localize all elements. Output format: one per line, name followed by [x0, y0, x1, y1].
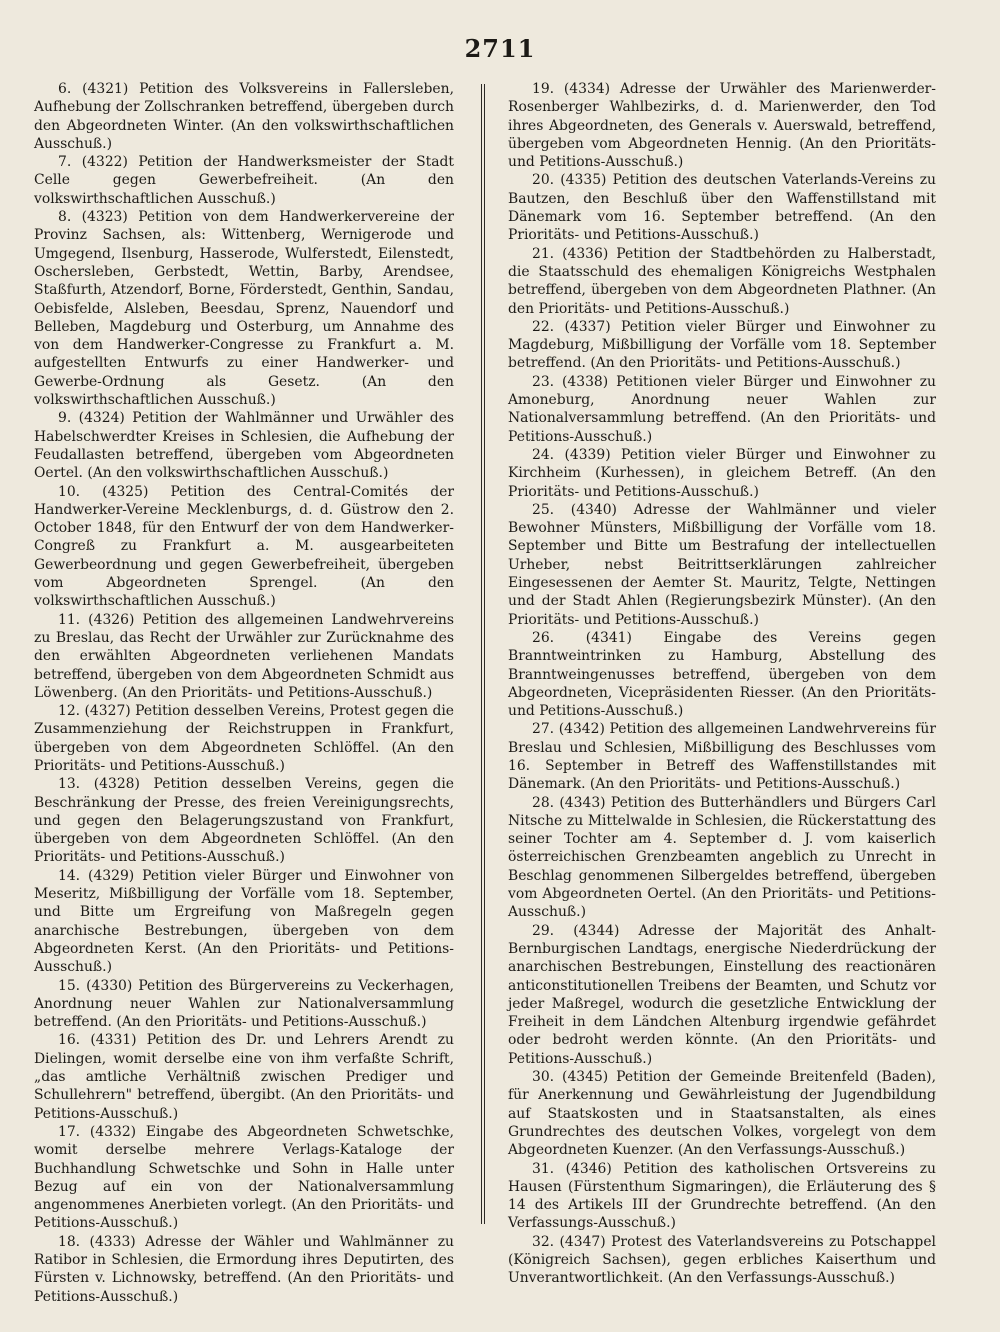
- petition-entry: 10. (4325) Petition des Central-Comités der Handwerker-Vereine Mecklenburgs, d. d. Güstrow den 2. October 1848, für den Entwurf der von dem Handwerker-Congreß zu Frankfurt a. M. ausgearbeiteten Gewerbeordnung und gegen Gewerbefreiheit, übergeben vom Abgeordneten Sprengel. (An den volkswirthschaftlichen Ausschuß.): [34, 483, 454, 610]
- petition-entry: 8. (4323) Petition von dem Handwerkervereine der Provinz Sachsen, als: Wittenberg, Wernigerode und Umgegend, Ilsenburg, Hasserode, Wulferstedt, Eilenstedt, Oschersleben, Gerbstedt, Wettin, Barby, Arendsee, Staßfurth, Atzendorf, Borne, Förderstedt, Genthin, Sandau, Oebisfelde, Alsleben, Beesdau, Sprenz, Nauendorf und Belleben, Magdeburg und Osterburg, um Annahme des von dem Handwerker-Congresse zu Frankfurt a. M. aufgestellten Entwurfs zu einer Handwerker- und Gewerbe-Ordnung als Gesetz. (An den volkswirthschaftlichen Ausschuß.): [34, 209, 454, 409]
- right-column: [508, 80, 936, 1288]
- petition-entry: 6. (4321) Petition des Volksvereins in Fallersleben, Aufhebung der Zollschranken betreffend, übergeben durch den Abgeordneten Winter. (An den volkswirthschaftlichen Ausschuß.): [34, 81, 454, 152]
- petition-entry: 25. (4340) Adresse der Wahlmänner und vieler Bewohner Münsters, Mißbilligung der Vorfälle vom 18. September und Bitte um Bestrafung der intellectuellen Urheber, nebst Beitrittserklärungen zahlreicher Eingesessenen der Aemter St. Mauritz, Telgte, Nettingen und der Stadt Ahlen (Regierungsbezirk Münster). (An den Prioritäts- und Petitions-Ausschuß.): [508, 501, 936, 628]
- petition-entry: 17. (4332) Eingabe des Abgeordneten Schwetschke, womit derselbe mehrere Verlags-Kataloge der Buchhandlung Schwetschke und Sohn in Halle unter Bezug auf ein von der Nationalversammlung angenommenes Anerbieten vorlegt. (An den Prioritäts- und Petitions-Ausschuß.): [34, 1123, 454, 1232]
- petition-entry: 22. (4337) Petition vieler Bürger und Einwohner zu Magdeburg, Mißbilligung der Vorfälle vom 18. September betreffend. (An den Prioritäts- und Petitions-Ausschuß.): [508, 318, 936, 372]
- petition-entry: 30. (4345) Petition der Gemeinde Breitenfeld (Baden), für Anerkennung und Gewährleistung der Jugendbildung auf Staatskosten und in Staatsanstalten, als eines Grundrechtes des deutschen Volkes, vorgelegt von dem Abgeordneten Kuenzer. (An den Verfassungs-Ausschuß.): [508, 1069, 936, 1159]
- petition-entry: 28. (4343) Petition des Butterhändlers und Bürgers Carl Nitsche zu Mittelwalde in Schlesien, die Rückerstattung des seiner Tochter am 4. September d. J. vom kaiserlich österreichischen Grenzbeamten angeblich zu Unrecht in Beschlag genommenen Silbergeldes betreffend, übergeben vom Abgeordneten Oertel. (An den Prioritäts- und Petitions-Ausschuß.): [508, 794, 936, 921]
- petition-entry: 7. (4322) Petition der Handwerksmeister der Stadt Celle gegen Gewerbefreiheit. (An den volkswirthschaftlichen Ausschuß.): [34, 154, 454, 207]
- petition-entry: 29. (4344) Adresse der Majorität des Anhalt-Bernburgischen Landtags, energische Niederdrückung der anarchischen Bestrebungen, Einstellung des reactionären anticonstitutionellen Treibens der Beamten, und Schutz vor jeder Maßregel, wodurch die gesetzliche Entwicklung der Freiheit in dem Ländchen Altenburg irgendwie gefährdet oder bedroht werden könnte. (An den Prioritäts- und Petitions-Ausschuß.): [508, 922, 936, 1067]
- petition-entry: 15. (4330) Petition des Bürgervereins zu Veckerhagen, Anordnung neuer Wahlen zur Nationalversammlung betreffend. (An den Prioritäts- und Petitions-Ausschuß.): [34, 977, 454, 1031]
- petition-entry: 19. (4334) Adresse der Urwähler des Marienwerder-Rosenberger Wahlbezirks, d. d. Marienwerder, den Tod ihres Abgeordneten, des Generals v. Auerswald, betreffend, übergeben vom Abgeordneten Hennig. (An den Prioritäts- und Petitions-Ausschuß.): [508, 81, 936, 171]
- petition-entry: 16. (4331) Petition des Dr. und Lehrers Arendt zu Dielingen, womit derselbe eine von ihm verfaßte Schrift, „das amtliche Verhältniß zwischen Prediger und Schullehrern" betreffend, übergibt. (An den Prioritäts- und Petitions-Ausschuß.): [34, 1032, 454, 1122]
- petition-entry: 11. (4326) Petition des allgemeinen Landwehrvereins zu Breslau, das Recht der Urwähler zur Zurücknahme des den erwählten Abgeordneten verliehenen Mandats betreffend, übergeben von dem Abgeordneten Schmidt aus Löwenberg. (An den Prioritäts- und Petitions-Ausschuß.): [34, 611, 454, 701]
- petition-entry: 26. (4341) Eingabe des Vereins gegen Branntweintrinken zu Hamburg, Abstellung des Branntweingenusses betreffend, übergeben von dem Abgeordneten, Vicepräsidenten Riesser. (An den Prioritäts- und Petitions-Ausschuß.): [508, 629, 936, 720]
- petition-entry: 31. (4346) Petition des katholischen Ortsvereins zu Hausen (Fürstenthum Sigmaringen), die Erläuterung des § 14 des Artikels III der Grundrechte betreffend. (An den Verfassungs-Ausschuß.): [508, 1160, 936, 1232]
- left-column: [34, 80, 454, 1306]
- petition-entry: 32. (4347) Protest des Vaterlandsvereins zu Potschappel (Königreich Sachsen), gegen erbliches Kaiserthum und Unverantwortlichkeit. (An den Verfassungs-Ausschuß.): [508, 1233, 936, 1287]
- petition-entry: 14. (4329) Petition vieler Bürger und Einwohner von Meseritz, Mißbilligung der Vorfälle vom 18. September, und Bitte um Ergreifung von Maßregeln gegen anarchische Bestrebungen, übergeben von dem Abgeordneten Kerst. (An den Prioritäts- und Petitions-Ausschuß.): [34, 867, 454, 976]
- petition-entry: 24. (4339) Petition vieler Bürger und Einwohner zu Kirchheim (Kurhessen), in gleichem Betreff. (An den Prioritäts- und Petitions-Ausschuß.): [508, 446, 936, 500]
- petition-entry: 12. (4327) Petition desselben Vereins, Protest gegen die Zusammenziehung der Reichstruppen in Frankfurt, übergeben von dem Abgeordneten Schlöffel. (An den Prioritäts- und Petitions-Ausschuß.): [34, 703, 454, 774]
- petition-entry: 27. (4342) Petition des allgemeinen Landwehrvereins für Breslau und Schlesien, Mißbilligung des Beschlusses vom 16. September in Betreff des Waffenstillstandes mit Dänemark. (An den Prioritäts- und Petitions-Ausschuß.): [508, 721, 936, 793]
- petition-entry: 18. (4333) Adresse der Wähler und Wahlmänner zu Ratibor in Schlesien, die Ermordung ihres Deputirten, des Fürsten v. Lichnowsky, betreffend. (An den Prioritäts- und Petitions-Ausschuß.): [34, 1233, 454, 1305]
- petition-entry: 9. (4324) Petition der Wahlmänner und Urwähler des Habelschwerdter Kreises in Schlesien, die Aufhebung der Feudallasten betreffend, übergeben vom Abgeordneten Oertel. (An den volkswirthschaftlichen Ausschuß.): [34, 410, 454, 482]
- petition-entry: 20. (4335) Petition des deutschen Vaterlands-Vereins zu Bautzen, den Beschluß über den Waffenstillstand mit Dänemark vom 16. September betreffend. (An den Prioritäts- und Petitions-Ausschuß.): [508, 172, 936, 244]
- petition-entry: 23. (4338) Petitionen vieler Bürger und Einwohner zu Amoneburg, Anordnung neuer Wahlen zur Nationalversammlung betreffend. (An den Prioritäts- und Petitions-Ausschuß.): [508, 373, 936, 445]
- petition-entry: 13. (4328) Petition desselben Vereins, gegen die Beschränkung der Presse, des freien Vereinigungsrechts, und gegen den Belagerungszustand von Frankfurt, übergeben von dem Abgeordneten Schlöffel. (An den Prioritäts- und Petitions-Ausschuß.): [34, 776, 454, 866]
- column-divider: [481, 84, 485, 1224]
- petition-entry: 21. (4336) Petition der Stadtbehörden zu Halberstadt, die Staatsschuld des ehemaligen Königreichs Westphalen betreffend, übergeben von dem Abgeordneten Plathner. (An den Prioritäts- und Petitions-Ausschuß.): [508, 245, 936, 317]
- page-number: 2711: [464, 34, 536, 63]
